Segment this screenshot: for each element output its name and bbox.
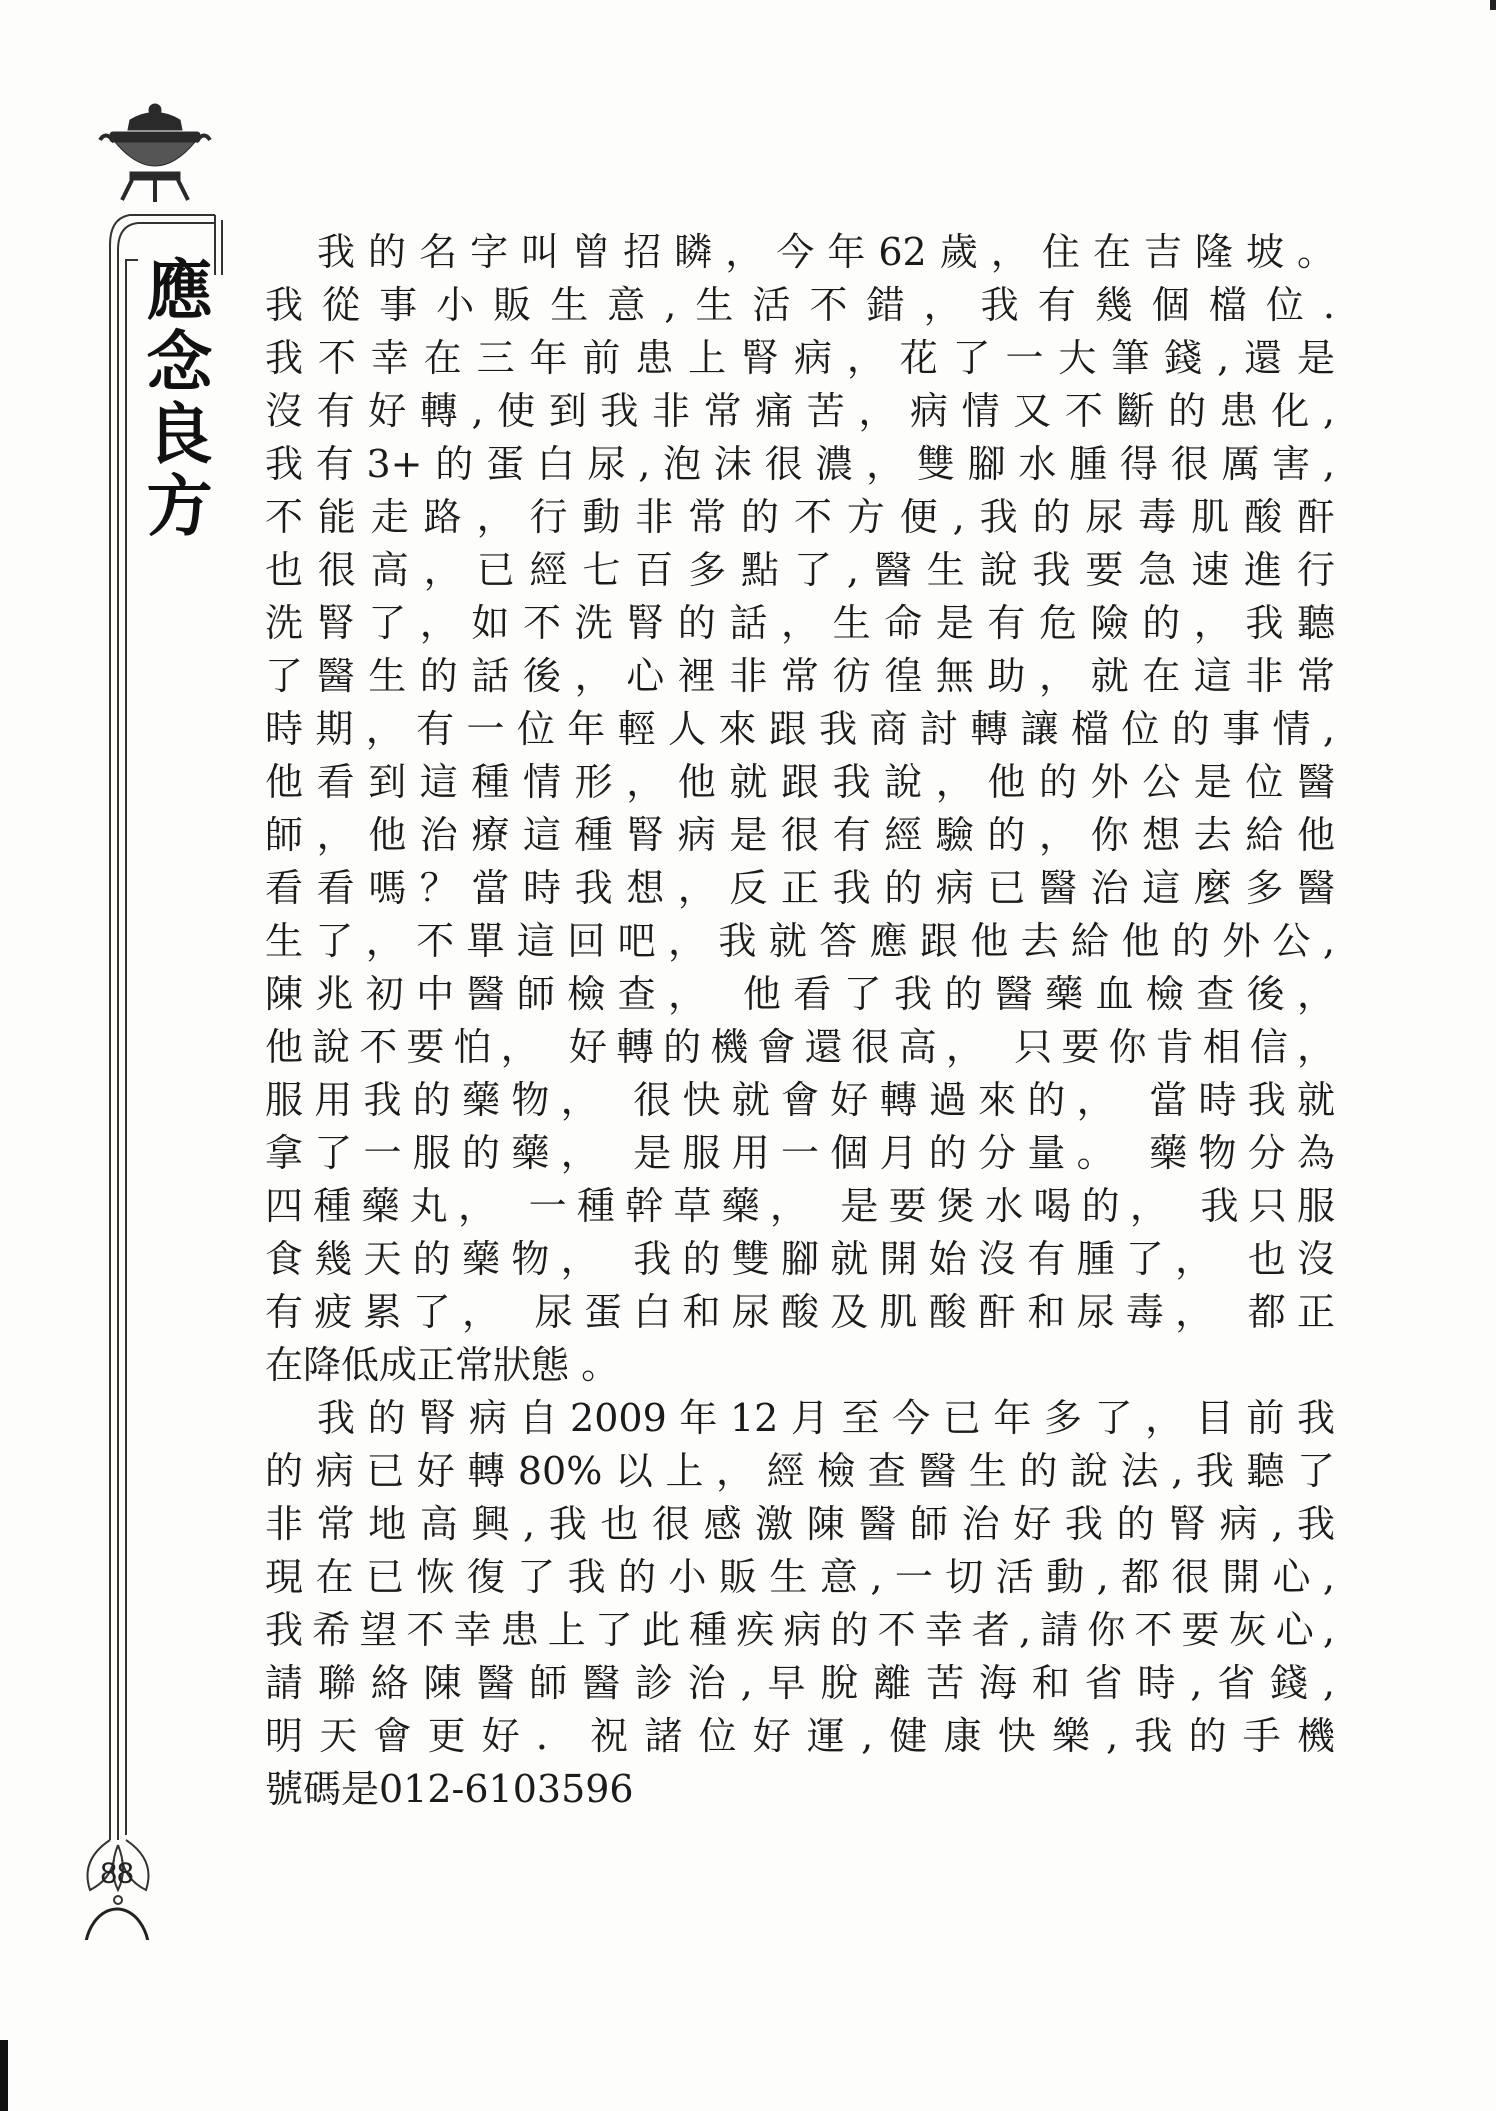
text-line: 有疲累了， 尿蛋白和尿酸及肌酸酐和尿毒， 都正	[265, 1290, 1335, 1334]
text-line: 了醫生的話後，心裡非常彷徨無助，就在這非常	[265, 654, 1335, 698]
text-line: 拿了一服的藥， 是服用一個月的分量。 藥物分為	[265, 1131, 1335, 1175]
scan-edge-mark	[1490, 0, 1496, 10]
text-line: 號碼是012-6103596	[265, 1767, 634, 1811]
page-number: 88	[100, 1857, 134, 1890]
margin-title: 應念良方	[135, 255, 213, 543]
text-line: 沒有好轉,使到我非常痛苦，病情又不斷的患化,	[265, 389, 1335, 433]
paragraph-1	[265, 226, 1335, 1392]
text-line: 我的腎病自2009年12月至今已年多了，目前我	[317, 1396, 1335, 1440]
text-line: 現在已恢復了我的小販生意,一切活動,都很開心,	[265, 1555, 1335, 1599]
article-body	[265, 226, 1335, 1816]
text-line: 我從事小販生意,生活不錯，我有幾個檔位.	[265, 283, 1335, 327]
text-line: 服用我的藥物， 很快就會好轉過來的， 當時我就	[265, 1078, 1335, 1122]
text-line: 我有3+的蛋白尿,泡沫很濃，雙腳水腫得很厲害,	[265, 442, 1335, 486]
text-line: 生了，不單這回吧，我就答應跟他去給他的外公,	[265, 919, 1335, 963]
text-line: 在降低成正常狀態 。	[265, 1343, 620, 1387]
text-line: 師，他治療這種腎病是很有經驗的，你想去給他	[265, 813, 1335, 857]
text-line: 他看到這種情形，他就跟我說，他的外公是位醫	[265, 760, 1335, 804]
text-line: 四種藥丸， 一種幹草藥， 是要煲水喝的， 我只服	[265, 1184, 1335, 1228]
text-line: 他說不要怕， 好轉的機會還很高， 只要你肯相信，	[265, 1025, 1335, 1069]
text-line: 我希望不幸患上了此種疾病的不幸者,請你不要灰心,	[265, 1608, 1335, 1652]
text-line: 食幾天的藥物， 我的雙腳就開始沒有腫了， 也沒	[265, 1237, 1335, 1281]
text-line: 看看嗎？當時我想，反正我的病已醫治這麼多醫	[265, 866, 1335, 910]
text-line: 我的名字叫曾招瞵，今年62歲，住在吉隆坡。	[317, 230, 1335, 274]
text-line: 非常地高興,我也很感激陳醫師治好我的腎病,我	[265, 1502, 1335, 1546]
scan-edge-mark	[0, 2040, 8, 2111]
incense-burner-icon	[100, 104, 210, 202]
text-line: 洗腎了，如不洗腎的話，生命是有危險的，我聽	[265, 601, 1335, 645]
text-line: 明天會更好．祝諸位好運,健康快樂,我的手機	[265, 1714, 1335, 1758]
text-line: 請聯絡陳醫師醫診治,早脫離苦海和省時,省錢,	[265, 1661, 1335, 1705]
text-line: 時期，有一位年輕人來跟我商討轉讓檔位的事情,	[265, 707, 1335, 751]
text-line: 的病已好轉80%以上，經檢查醫生的說法,我聽了	[265, 1449, 1335, 1493]
text-line: 不能走路，行動非常的不方便,我的尿毒肌酸酐	[265, 495, 1335, 539]
text-line: 陳兆初中醫師檢查， 他看了我的醫藥血檢查後，	[265, 972, 1335, 1016]
text-line: 也很高，已經七百多點了,醫生說我要急速進行	[265, 548, 1335, 592]
text-line: 我不幸在三年前患上腎病，花了一大筆錢,還是	[265, 336, 1335, 380]
paragraph-2	[265, 1392, 1335, 1816]
